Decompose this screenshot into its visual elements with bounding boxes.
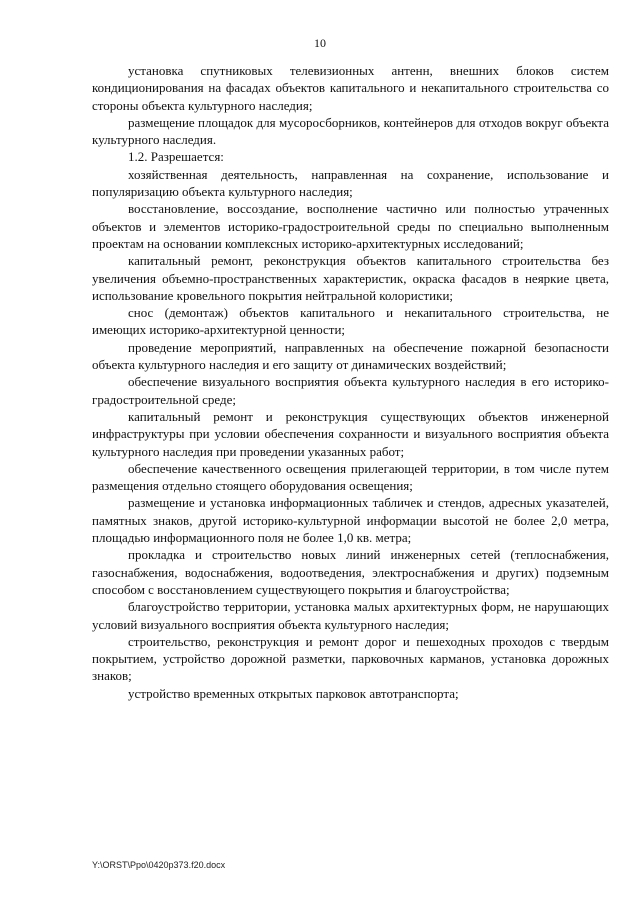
page-number: 10 <box>314 36 326 50</box>
paragraph: размещение площадок для мусоросборников, контейнеров для отходов вокруг объекта культурного наследия. <box>92 114 609 148</box>
paragraph: строительство, реконструкция и ремонт дорог и пешеходных проходов с твердым покрытием, устройство дорожной разметки, парковочных карманов, установка дорожных знаков; <box>92 633 609 684</box>
paragraph: хозяйственная деятельность, направленная на сохранение, использование и популяризацию объекта культурного наследия; <box>92 166 609 200</box>
paragraph: капитальный ремонт, реконструкция объектов капитального строительства без увеличения объемно-пространственных характеристик, окраска фасадов в неяркие цвета, использование кровельного покрытия нейтральной колористики; <box>92 253 609 303</box>
paragraph: проведение мероприятий, направленных на обеспечение пожарной безопасности объекта культурного наследия и его защиту от динамических воздействий; <box>92 339 609 373</box>
paragraph: капитальный ремонт и реконструкция существующих объектов инженерной инфраструктуры при условии обеспечения сохранности и визуального восприятия объекта культурного наследия при проведении указанных работ; <box>92 408 609 459</box>
document-body <box>92 62 609 702</box>
section-heading: 1.2. Разрешается: <box>128 149 224 165</box>
paragraph: благоустройство территории, установка малых архитектурных форм, не нарушающих условий визуального восприятия объекта культурного наследия; <box>92 599 609 632</box>
paragraph: размещение и установка информационных табличек и стендов, адресных указателей, памятных знаков, другой историко-культурной информации высотой не более 2,0 метра, площадью информационного поля не более 1,0 кв. метра; <box>92 495 609 546</box>
paragraph: восстановление, воссоздание, восполнение частично или полностью утраченных объектов и элементов историко-градостроительной среды по специально выполненным проектам на основании комплексных историко-архитектурных исследований; <box>92 201 609 251</box>
paragraph: снос (демонтаж) объектов капитального и некапитального строительства, не имеющих историко-архитектурной ценности; <box>92 305 609 338</box>
paragraph: устройство временных открытых парковок автотранспорта; <box>128 685 459 701</box>
paragraph: прокладка и строительство новых линий инженерных сетей (теплоснабжения, газоснабжения, водоснабжения, водоотведения, электроснабжения и других) подземным способом с восстановлением существующего покрытия и благоустройства; <box>92 547 609 597</box>
paragraph: обеспечение качественного освещения прилегающей территории, в том числе путем размещения отдельно стоящего оборудования освещения; <box>92 460 609 494</box>
paragraph: установка спутниковых телевизионных антенн, внешних блоков систем кондиционирования на фасадах объектов капитального и некапитального строительства со стороны объекта культурного наследия; <box>92 63 609 113</box>
paragraph: обеспечение визуального восприятия объекта культурного наследия в его историко-градостроительной среде; <box>92 374 609 407</box>
file-path-footer: Y:\ORST\Ppo\0420p373.f20.docx <box>92 860 226 870</box>
